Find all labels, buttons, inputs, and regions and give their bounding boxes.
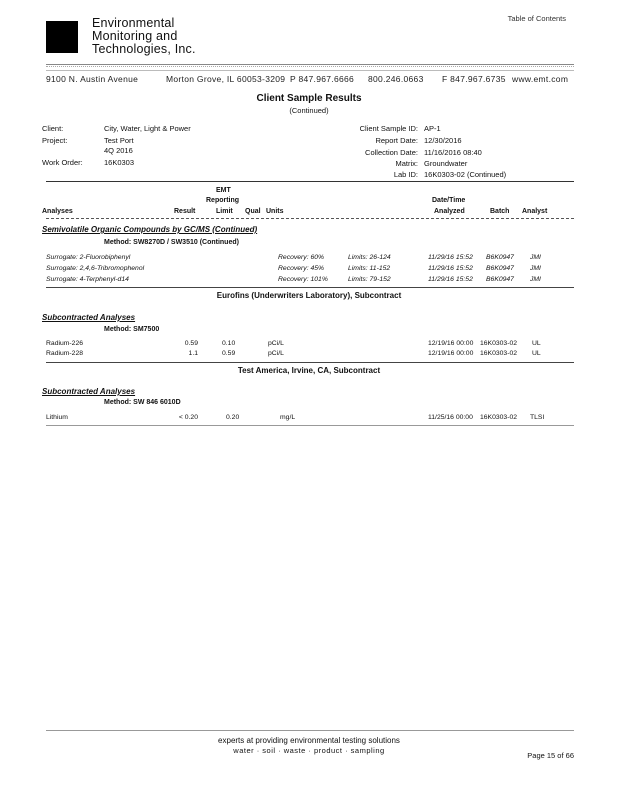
table-row-surrogate-name: Surrogate: 2-Fluorobiphenyl: [46, 254, 131, 261]
table-row-units: pCi/L: [268, 350, 284, 357]
table-row-surrogate-analyst: JMI: [530, 265, 541, 272]
table-row-result: < 0.20: [178, 414, 198, 421]
semivolatile-section-title: Semivolatile Organic Compounds by GC/MS (Continued): [42, 225, 258, 234]
table-row-units: pCi/L: [268, 340, 284, 347]
table-row-surrogate-date: 11/29/16 15:52: [428, 254, 473, 261]
table-end-divider: [46, 425, 574, 426]
footer-categories: water · soil · waste · product · sampling: [233, 746, 385, 755]
page-title: Client Sample Results: [256, 93, 362, 104]
col-reporting: Reporting: [206, 197, 240, 204]
company-name-line2: Monitoring and: [92, 29, 178, 43]
report-date-label: Report Date:: [375, 136, 418, 145]
testamerica-subcontract-title: Test America, Irvine, CA, Subcontract: [237, 366, 381, 375]
workorder-value: 16K0303: [104, 158, 135, 167]
fax-number: F 847.967.6735: [442, 74, 506, 84]
col-datetime: Date/Time: [432, 197, 466, 204]
table-row-result: 1.1: [188, 350, 198, 357]
page-subtitle: (Continued): [289, 106, 329, 115]
info-divider: [46, 181, 574, 182]
table-row-date: 12/19/16 00:00: [428, 340, 474, 347]
table-row-analyst: UL: [532, 340, 541, 347]
table-row-batch: 16K0303-02: [480, 340, 518, 347]
company-logo: [46, 21, 78, 53]
table-row-batch: 16K0303-02: [480, 350, 518, 357]
table-row-surrogate-limits: Limits: 26-124: [348, 254, 391, 261]
address-city: Morton Grove, IL 60053-3209: [166, 74, 286, 84]
header-rule-dotted: [46, 66, 574, 67]
table-row-analyst: TLSI: [530, 414, 545, 421]
company-name-line1: Environmental: [92, 16, 175, 30]
table-row-surrogate-limits: Limits: 79-152: [348, 276, 391, 283]
page-number: Page 15 of 66: [527, 751, 574, 760]
address-street: 9100 N. Austin Avenue: [46, 74, 139, 84]
tollfree-number: 800.246.0663: [368, 74, 424, 84]
footer-tagline: experts at providing environmental testing solutions: [218, 736, 400, 745]
collection-date-label: Collection Date:: [365, 148, 418, 157]
table-row-surrogate-name: Surrogate: 4-Terphenyl-d14: [46, 276, 129, 283]
col-result: Result: [174, 208, 196, 215]
col-batch: Batch: [490, 208, 510, 215]
client-label: Client:: [42, 124, 64, 133]
semivolatile-method: Method: SW8270D / SW3510 (Continued): [104, 239, 239, 246]
workorder-label: Work Order:: [42, 158, 83, 167]
client-value: City, Water, Light & Power: [104, 124, 191, 133]
table-row-analyte: Radium-226: [46, 340, 84, 347]
table-row-surrogate-limits: Limits: 11-152: [348, 265, 391, 272]
matrix-value: Groundwater: [424, 159, 468, 168]
table-row-surrogate-date: 11/29/16 15:52: [428, 276, 473, 283]
header-rule-bottom: [46, 70, 574, 71]
collection-date-value: 11/16/2016 08:40: [424, 148, 482, 157]
header-rule-top: [46, 64, 574, 65]
column-header-divider: [46, 218, 574, 219]
table-row-surrogate-batch: B6K0947: [486, 276, 514, 283]
sample-id-label: Client Sample ID:: [359, 124, 418, 133]
table-row-surrogate-batch: B6K0947: [486, 265, 514, 272]
subcontracted-section-title: Subcontracted Analyses: [42, 387, 136, 396]
table-row-analyte: Radium-228: [46, 350, 84, 357]
company-name: [92, 17, 196, 56]
project-value-1: Test Port: [104, 136, 134, 145]
table-row-surrogate-analyst: JMI: [530, 276, 541, 283]
subcontracted-method: Method: SW 846 6010D: [104, 399, 181, 406]
section-divider: [46, 287, 574, 288]
col-limit: Limit: [216, 208, 233, 215]
table-row-batch: 16K0303-02: [480, 414, 518, 421]
lab-id-value: 16K0303-02 (Continued): [424, 170, 507, 179]
table-row-date: 12/19/16 00:00: [428, 350, 474, 357]
col-qual: Qual: [245, 208, 261, 215]
report-date-value: 12/30/2016: [424, 136, 462, 145]
project-value-2: 4Q 2016: [104, 146, 133, 155]
table-row-limit: 0.59: [222, 350, 236, 357]
col-analyst: Analyst: [522, 208, 548, 215]
sample-id-value: AP-1: [424, 124, 441, 133]
table-row-surrogate-batch: B6K0947: [486, 254, 514, 261]
table-row-units: mg/L: [280, 414, 296, 421]
col-analyses: Analyses: [42, 208, 73, 215]
table-row-limit: 0.10: [222, 340, 236, 347]
table-row-surrogate-analyst: JMI: [530, 254, 541, 261]
col-emt: EMT: [216, 187, 231, 194]
eurofins-subcontract-title: Eurofins (Underwriters Laboratory), Subcontract: [216, 291, 402, 300]
subcontracted-method: Method: SM7500: [104, 326, 160, 333]
table-row-surrogate-name: Surrogate: 2,4,6-Tribromophenol: [46, 265, 145, 272]
table-row-surrogate-date: 11/29/16 15:52: [428, 265, 473, 272]
table-row-limit: 0.20: [226, 414, 240, 421]
section-divider: [46, 362, 574, 363]
table-row-date: 11/25/16 00:00: [428, 414, 473, 421]
col-analyzed: Analyzed: [434, 208, 465, 215]
subcontracted-section-title: Subcontracted Analyses: [42, 313, 136, 322]
table-row-surrogate-recovery: Recovery: 60%: [278, 254, 325, 261]
col-units: Units: [266, 208, 284, 215]
footer-rule: [46, 730, 574, 731]
table-row-result: 0.59: [184, 340, 198, 347]
lab-id-label: Lab ID:: [393, 170, 418, 179]
table-of-contents-link[interactable]: Table of Contents: [507, 14, 566, 23]
matrix-label: Matrix:: [395, 159, 418, 168]
table-row-analyst: UL: [532, 350, 541, 357]
company-name-line3: Technologies, Inc.: [92, 42, 196, 56]
phone-number: P 847.967.6666: [290, 74, 355, 84]
table-row-surrogate-recovery: Recovery: 45%: [278, 265, 325, 272]
table-row-analyte: Lithium: [46, 414, 68, 421]
project-label: Project:: [42, 136, 68, 145]
website-link[interactable]: www.emt.com: [512, 74, 569, 84]
table-row-surrogate-recovery: Recovery: 101%: [278, 276, 328, 283]
